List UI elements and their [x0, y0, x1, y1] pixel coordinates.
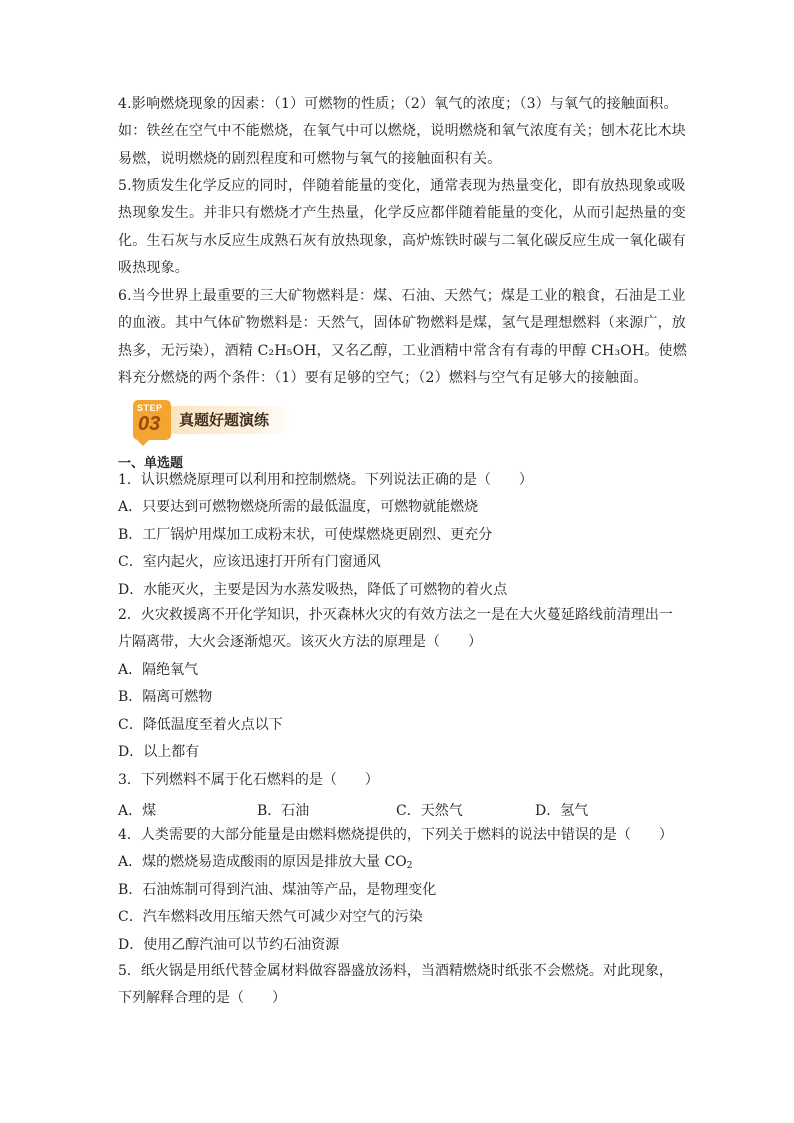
option-c: C．室内起火，应该迅速打开所有门窗通风 [118, 554, 381, 571]
option-d: D．水能灭火，主要是因为水蒸发吸热，降低了可燃物的着火点 [118, 581, 508, 598]
question-stem: 下列解释合理的是（ ） [118, 990, 286, 1007]
option-a: A．隔绝氧气 [118, 661, 199, 678]
question-stem: 5．纸火锅是用纸代替金属材料做容器盛放汤料，当酒精燃烧时纸张不会燃烧。对此现象， [118, 963, 673, 979]
option-d: D．氢气 [535, 803, 589, 819]
question-stem: 4．人类需要的大部分能量是由燃料燃烧提供的，下列关于燃料的说法中错误的是（ ） [118, 827, 673, 843]
option-d: D．使用乙醇汽油可以节约石油资源 [118, 936, 340, 953]
knowledge-point-5 [118, 173, 686, 283]
option-b: B．隔离可燃物 [118, 689, 213, 706]
text-line: 如：铁丝在空气中不能燃烧，在氧气中可以燃烧，说明燃烧和氧气浓度有关；刨木花比木块 [118, 123, 686, 140]
option-a: A．只要达到可燃物燃烧所需的最低温度，可燃物就能燃烧 [118, 499, 479, 516]
option-a: A．煤 [118, 803, 157, 819]
text-line: 化。生石灰与水反应生成熟石灰有放热现象，高炉炼铁时碳与二氧化碳反应生成一氧化碳有 [118, 232, 686, 249]
text-line: 热现象发生。并非只有燃烧才产生热量，化学反应都伴随着能量的变化，从而引起热量的变 [118, 205, 686, 222]
text-line: 6.当今世界上最重要的三大矿物燃料是：煤、石油、天然气；煤是工业的粮食，石油是工业 [118, 288, 686, 304]
question-stem: 2．火灾救援离不开化学知识，扑灭森林火灾的有效方法之一是在大火蔓延路线前清理出一 [118, 607, 673, 623]
text-line: 料充分燃烧的两个条件：（1）要有足够的空气；（2）燃料与空气有足够大的接触面。 [118, 370, 648, 387]
step-title: 真题好题演练 [179, 411, 270, 429]
text-line: 的血液。其中气体矿物燃料是：天然气，固体矿物燃料是煤，氢气是理想燃料（来源广，放 [118, 315, 686, 332]
option-a-text: A．煤的燃烧易造成酸雨的原因是排放大量 CO [118, 854, 407, 871]
question-4 [118, 822, 678, 959]
option-c: C．汽车燃料改用压缩天然气可减少对空气的污染 [118, 909, 423, 926]
option-b: B．石油 [257, 803, 310, 819]
question-stem: 3．下列燃料不属于化石燃料的是（ ） [118, 772, 379, 788]
option-c: C．天然气 [396, 803, 463, 819]
question-3 [118, 767, 678, 794]
step-label: STEP [137, 403, 163, 413]
section-heading: 一、单选题 [118, 456, 184, 471]
option-d: D．以上都有 [118, 743, 200, 760]
text-line: 吸热现象。 [118, 260, 189, 277]
question-5 [118, 958, 678, 1013]
question-1 [118, 467, 678, 604]
question-stem: 1．认识燃烧原理可以利用和控制燃烧。下列说法正确的是（ ） [118, 472, 533, 488]
question-3-options [118, 800, 678, 820]
knowledge-point-4 [118, 91, 686, 173]
option-b: B．石油炼制可得到汽油、煤油等产品，是物理变化 [118, 881, 437, 898]
option-a [118, 849, 678, 876]
subscript: 2 [406, 861, 413, 872]
option-b: B．工厂锅炉用煤加工成粉末状，可使煤燃烧更剧烈、更充分 [118, 526, 493, 543]
question-2 [118, 602, 678, 766]
text-line: 4.影响燃烧现象的因素：（1）可燃物的性质；（2）氧气的浓度；（3）与氧气的接触面积。 [118, 96, 678, 112]
text-line: 热多，无污染），酒精 C₂H₅OH，又名乙醇，工业酒精中常含有有毒的甲醇 CH₃OH。使燃 [118, 342, 687, 359]
option-c: C．降低温度至着火点以下 [118, 716, 283, 733]
text-line: 5.物质发生化学反应的同时，伴随着能量的变化，通常表现为热量变化，即有放热现象或吸 [118, 178, 686, 194]
step-banner [133, 400, 293, 440]
step-badge [133, 400, 171, 440]
question-stem: 片隔离带，大火会逐渐熄灭。该灭火方法的原理是（ ） [118, 634, 482, 651]
text-line: 易燃，说明燃烧的剧烈程度和可燃物与氧气的接触面积有关。 [118, 150, 502, 167]
knowledge-point-6 [118, 283, 687, 393]
step-number: 03 [138, 413, 161, 435]
